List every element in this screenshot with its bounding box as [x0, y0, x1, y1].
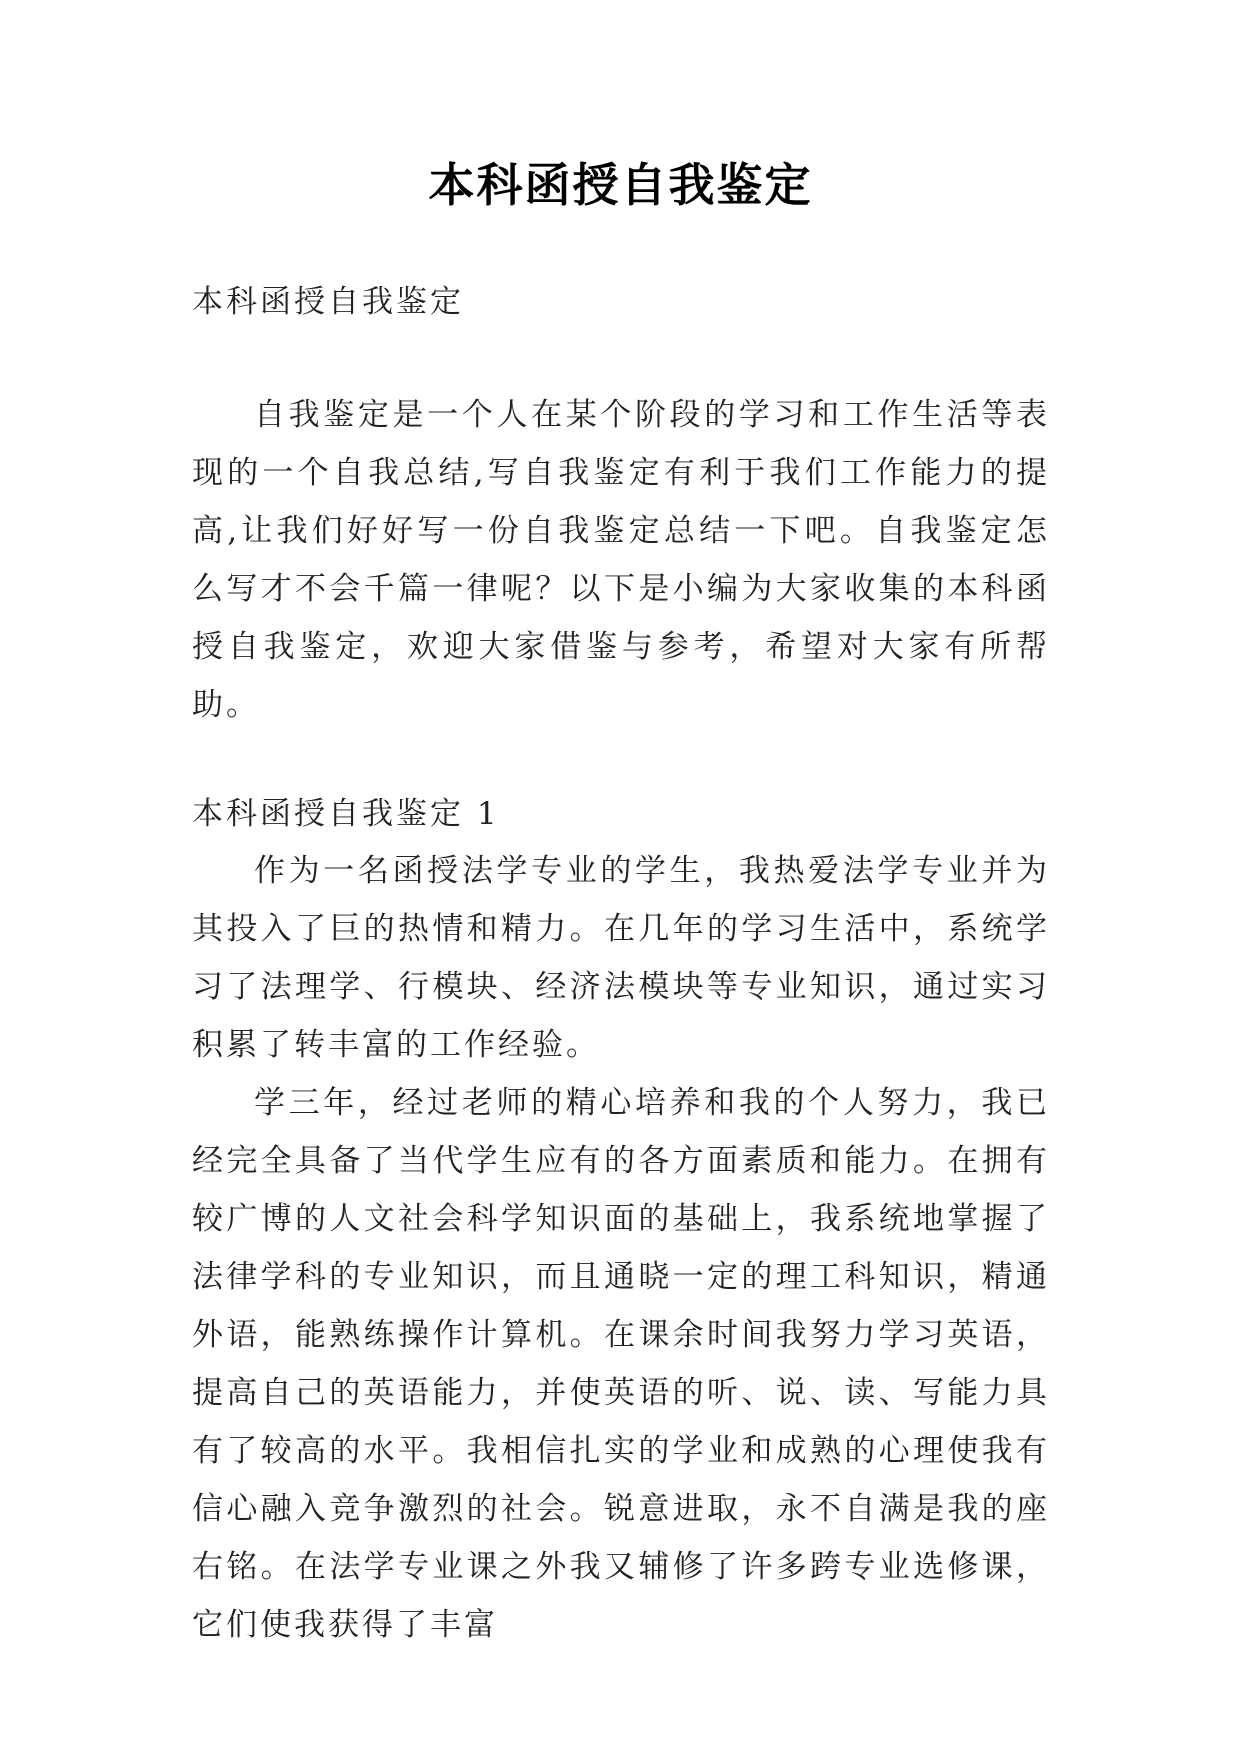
- section-body: [192, 842, 1050, 1654]
- document-body: [192, 282, 1050, 1654]
- body-paragraph: 作为一名函授法学专业的学生，我热爱法学专业并为其投入了巨的热情和精力。在几年的学习生活中，系统学习了法理学、行模块、经济法模块等专业知识，通过实习积累了转丰富的工作经验。: [192, 853, 1050, 1063]
- body-paragraph: 学三年，经过老师的精心培养和我的个人努力，我已经完全具备了当代学生应有的各方面素质和能力。在拥有较广博的人文社会科学知识面的基础上，我系统地掌握了法律学科的专业知识，而且通晓一定的理工科知识，精通外语，能熟练操作计算机。在课余时间我努力学习英语，提高自己的英语能力，并使英语的听、说、读、写能力具有了较高的水平。我相信扎实的学业和成熟的心理使我有信心融入竞争激烈的社会。锐意进取，永不自满是我的座右铭。在法学专业课之外我又辅修了许多跨专业选修课，它们使我获得了丰富: [192, 1085, 1050, 1643]
- section-heading: 本科函授自我鉴定 1: [192, 796, 500, 832]
- document-title: 本科函授自我鉴定: [428, 158, 813, 212]
- intro-paragraph: 自我鉴定是一个人在某个阶段的学习和工作生活等表现的一个自我总结,写自我鉴定有利于我们工作能力的提高,让我们好好写一份自我鉴定总结一下吧。自我鉴定怎么写才不会千篇一律呢？以下是小编为大家收集的本科函授自我鉴定，欢迎大家借鉴与参考，希望对大家有所帮助。: [192, 397, 1050, 723]
- document-subtitle: 本科函授自我鉴定: [192, 284, 464, 320]
